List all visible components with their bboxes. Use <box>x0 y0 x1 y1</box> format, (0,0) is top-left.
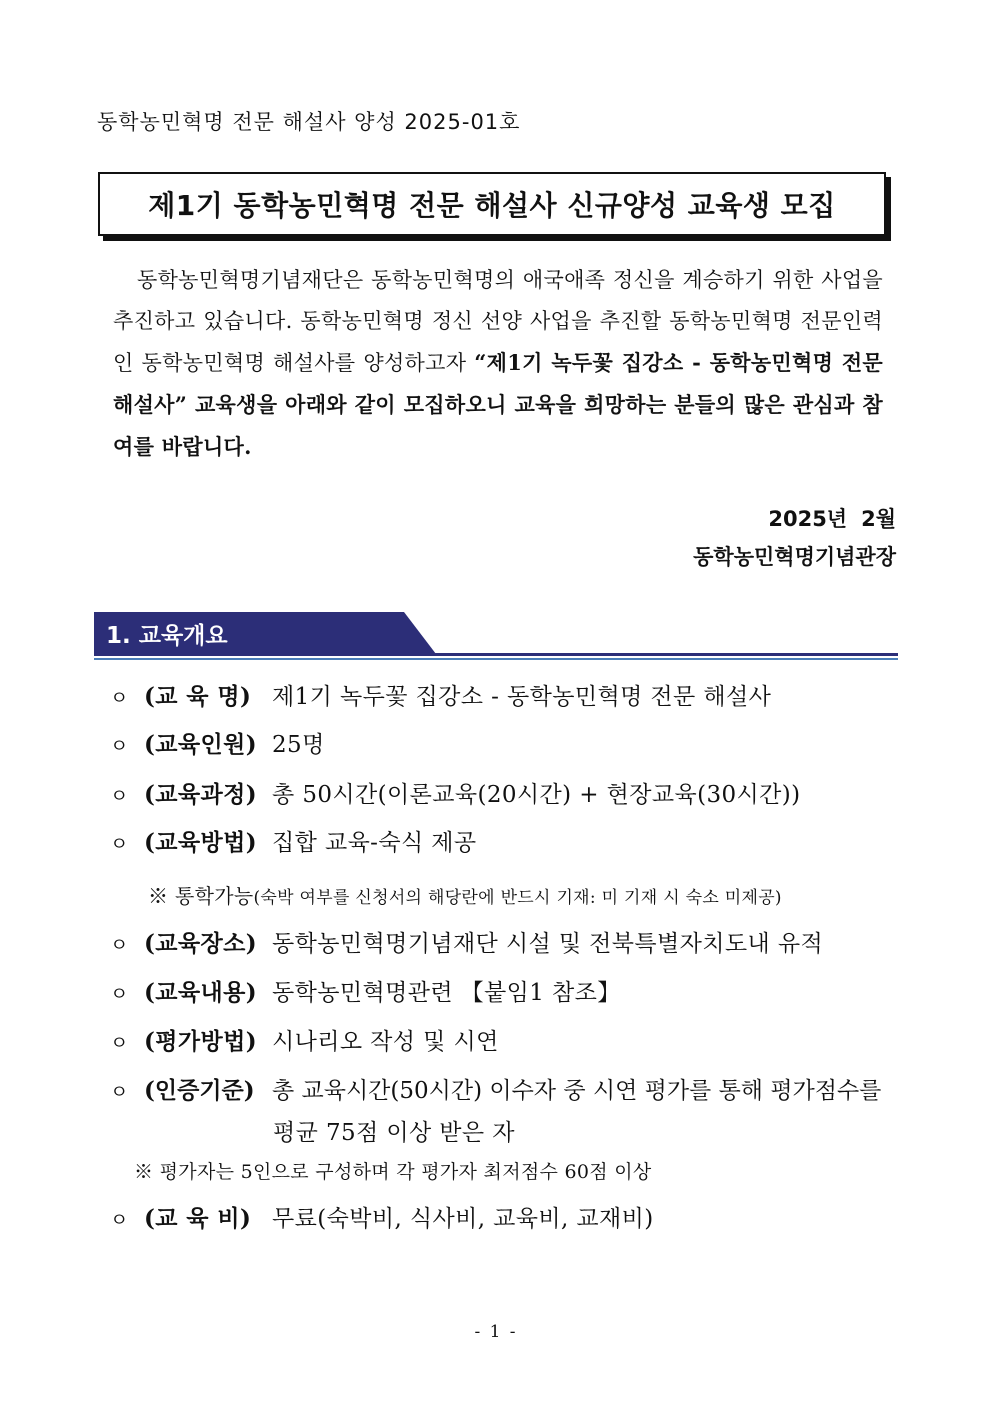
overview-item-criteria-continued: 평균 75점 이상 받은 자 <box>273 1120 515 1146</box>
item-value: 집합 교육-숙식 제공 <box>272 830 477 856</box>
issue-date <box>693 500 896 538</box>
signature-block <box>693 500 896 576</box>
item-label: (교 육 명) <box>144 683 252 710</box>
method-note-prefix: ※ 통학가능 <box>148 884 254 908</box>
method-note-detail: (숙박 여부를 신청서의 해당란에 반드시 기재: 미 기재 시 숙소 미제공) <box>253 888 782 908</box>
item-label: (교육방법) <box>144 829 258 856</box>
document-title <box>98 172 886 236</box>
issue-month: 2월 <box>861 507 896 531</box>
item-label: (인증기준) <box>144 1077 255 1104</box>
bullet-icon: ㅇ <box>110 1209 129 1231</box>
section-rule <box>94 653 898 656</box>
bullet-icon: ㅇ <box>110 1032 129 1054</box>
overview-item-cost <box>110 1200 654 1233</box>
item-value: 총 교육시간(50시간) 이수자 중 시연 평가를 통해 평가점수를 <box>272 1078 882 1104</box>
method-note <box>148 880 782 909</box>
item-value: 총 50시간(이론교육(20시간) + 현장교육(30시간)) <box>272 782 801 808</box>
intro-text-regular: 동학농민혁명기념재단은 동학농민혁명의 애국애족 정신을 계승하기 위한 사업을 추진하고 있습니다. 동학농민혁명 정신 선양 사업을 추진할 동학농민혁명 전문인력인 동학농민혁명 해설사를 양성하고자 <box>113 268 883 375</box>
item-value: 시나리오 작성 및 시연 <box>272 1029 499 1055</box>
intro-text-bold: “제1기 녹두꽃 집강소 - 동학농민혁명 전문 해설사” 교육생을 아래와 같이 모집하오니 교육을 희망하는 분들의 많은 관심과 참여를 바랍니다. <box>113 350 883 459</box>
bullet-icon: ㅇ <box>110 1081 129 1103</box>
bullet-icon: ㅇ <box>110 735 129 757</box>
issue-year: 2025년 <box>768 507 848 531</box>
item-value: 무료(숙박비, 식사비, 교육비, 교재비) <box>272 1206 654 1232</box>
intro-paragraph <box>113 260 883 468</box>
bullet-icon: ㅇ <box>110 833 129 855</box>
item-label: (교육인원) <box>144 731 258 758</box>
item-value: 동학농민혁명기념재단 시설 및 전북특별자치도내 유적 <box>272 931 824 957</box>
item-label: (교육과정) <box>144 781 258 808</box>
bullet-icon: ㅇ <box>110 687 129 709</box>
overview-item-curriculum <box>110 776 801 809</box>
section-header-overview <box>94 612 898 658</box>
item-label: (교육내용) <box>144 979 258 1006</box>
item-value: 동학농민혁명관련 【붙임1 참조】 <box>272 980 621 1006</box>
item-label: (교 육 비) <box>144 1205 252 1232</box>
overview-item-content <box>110 974 621 1007</box>
section-title: 1. 교육개요 <box>106 623 228 649</box>
page-number: - 1 - <box>474 1322 518 1342</box>
overview-item-evaluation <box>110 1023 499 1056</box>
overview-item-headcount <box>110 726 325 759</box>
bullet-icon: ㅇ <box>110 983 129 1005</box>
issuing-organization: 동학농민혁명기념관장 <box>693 545 896 569</box>
document-title-text: 제1기 동학농민혁명 전문 해설사 신규양성 교육생 모집 <box>148 189 836 222</box>
item-value: 25명 <box>272 732 325 758</box>
bullet-icon: ㅇ <box>110 934 129 956</box>
overview-item-location <box>110 925 823 958</box>
overview-item-criteria <box>110 1072 881 1105</box>
section-rule-accent <box>94 658 898 660</box>
item-value: 제1기 녹두꽃 집강소 - 동학농민혁명 전문 해설사 <box>272 684 772 710</box>
overview-item-course-name <box>110 678 771 711</box>
overview-item-method <box>110 824 477 857</box>
notice-id: 동학농민혁명 전문 해설사 양성 2025-01호 <box>97 110 521 134</box>
item-label: (교육장소) <box>144 930 258 957</box>
bullet-icon: ㅇ <box>110 785 129 807</box>
item-label: (평가방법) <box>144 1028 258 1055</box>
criteria-note: ※ 평가자는 5인으로 구성하며 각 평가자 최저점수 60점 이상 <box>134 1161 652 1183</box>
